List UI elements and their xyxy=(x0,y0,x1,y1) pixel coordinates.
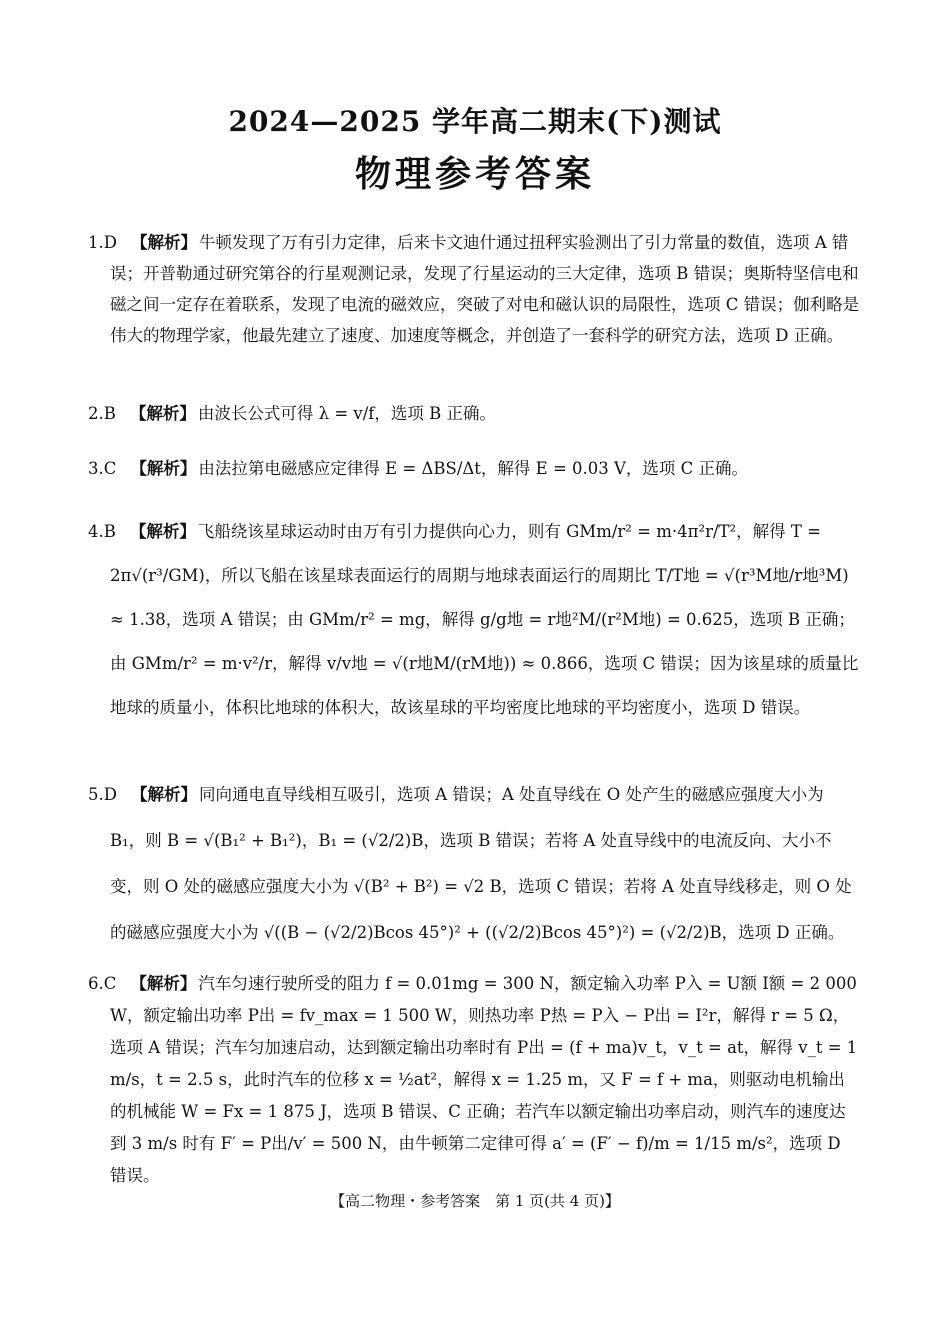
item-number: 4.B xyxy=(88,522,116,541)
analysis-tag: 【解析】 xyxy=(130,785,197,804)
item-number: 3.C xyxy=(88,459,117,478)
item-text: 汽车匀速行驶所受的阻力 f = 0.01mg = 300 N，额定输入功率 P入 = U额 I额 = 2 000 W，额定输出功率 P出 = fv_max = 1 500 W，则热功率 P热 = P入 − P出 = I²r，解得 r = 5 Ω，选项 A 错误；汽车匀加速启动，达到额定输出功率时有 P出 = (f + ma)v_t，v_t = at，解得 v_t = 1 m/s，t = 2.5 s，此时汽车的位移 x = ½at²，解得 x = 1.25 m，又 F = f + ma，则驱动电机输出的机械能 W = Fx = 1 875 J，选项 B 错误、C 正确；若汽车以额定输出功率启动，则汽车的速度达到 3 m/s 时有 F′ = P出/v′ = 500 N，由牛顿第二定律可得 a′ = (F′ − f)/m = 1/15 m/s²，选项 D 错误。 xyxy=(110,974,858,1185)
item-number: 5.D xyxy=(88,785,117,804)
answer-item-5 xyxy=(88,772,860,956)
answer-item-3 xyxy=(88,453,860,484)
answer-item-4 xyxy=(88,510,860,730)
item-text: 飞船绕该星球运动时由万有引力提供向心力，则有 GMm/r² = m·4π²r/T²，解得 T = 2π√(r³/GM)，所以飞船在该星球表面运行的周期与地球表面运行的周期比 T/T地 = √(r³M地/r地³M) ≈ 1.38，选项 A 错误；由 GMm/r² = mg，解得 g/g地 = r地²M/(r²M地) = 0.625，选项 B 正确；由 GMm/r² = m·v²/r，解得 v/v地 = √(r地M/(rM地)) ≈ 0.866，选项 C 错误；因为该星球的质量比地球的质量小，体积比地球的体积大，故该星球的平均密度比地球的平均密度小，选项 D 错误。 xyxy=(110,522,859,717)
answer-subtitle: 物理参考答案 xyxy=(354,153,595,195)
answer-item-6 xyxy=(88,968,860,1192)
analysis-tag: 【解析】 xyxy=(129,404,196,423)
item-number: 1.D xyxy=(88,233,117,252)
item-text: 由波长公式可得 λ = v/f，选项 B 正确。 xyxy=(197,404,496,423)
analysis-tag: 【解析】 xyxy=(129,522,196,541)
item-text: 同向通电直导线相互吸引，选项 A 错误；A 处直导线在 O 处产生的磁感应强度大小为 B₁，则 B = √(B₁² + B₁²)，B₁ = (√2/2)B，选项 B 错误；若将 A 处直导线中的电流反向、大小不变，则 O 处的磁感应强度大小为 √(B² + B²) = √2 B，选项 C 错误；若将 A 处直导线移走，则 O 处的磁感应强度大小为 √((B − (√2/2)Bcos 45°)² + ((√2/2)Bcos 45°)²) = (√2/2)B，选项 D 正确。 xyxy=(110,785,852,942)
item-text: 由法拉第电磁感应定律得 E = ΔBS/Δt，解得 E = 0.03 V，选项 C 正确。 xyxy=(198,459,749,478)
exam-title: 2024—2025 学年高二期末(下)测试 xyxy=(228,105,722,138)
item-text: 牛顿发现了万有引力定律，后来卡文迪什通过扭秤实验测出了引力常量的数值，选项 A 错误；开普勒通过研究第谷的行星观测记录，发现了行星运动的三大定律，选项 B 错误；奥斯特坚信电和磁之间一定存在着联系，发现了电流的磁效应，突破了对电和磁认识的局限性，选项 C 错误；伽利略是伟大的物理学家，他最先建立了速度、加速度等概念，并创造了一套科学的研究方法，选项 D 正确。 xyxy=(110,233,860,345)
item-number: 6.C xyxy=(88,974,117,993)
answer-item-1 xyxy=(88,227,860,351)
answer-item-2 xyxy=(88,398,860,429)
analysis-tag: 【解析】 xyxy=(130,974,197,993)
page-footer: 【高二物理・参考答案 第 1 页(共 4 页)】 xyxy=(330,1192,620,1210)
analysis-tag: 【解析】 xyxy=(130,459,197,478)
analysis-tag: 【解析】 xyxy=(130,233,197,252)
item-number: 2.B xyxy=(88,404,116,423)
